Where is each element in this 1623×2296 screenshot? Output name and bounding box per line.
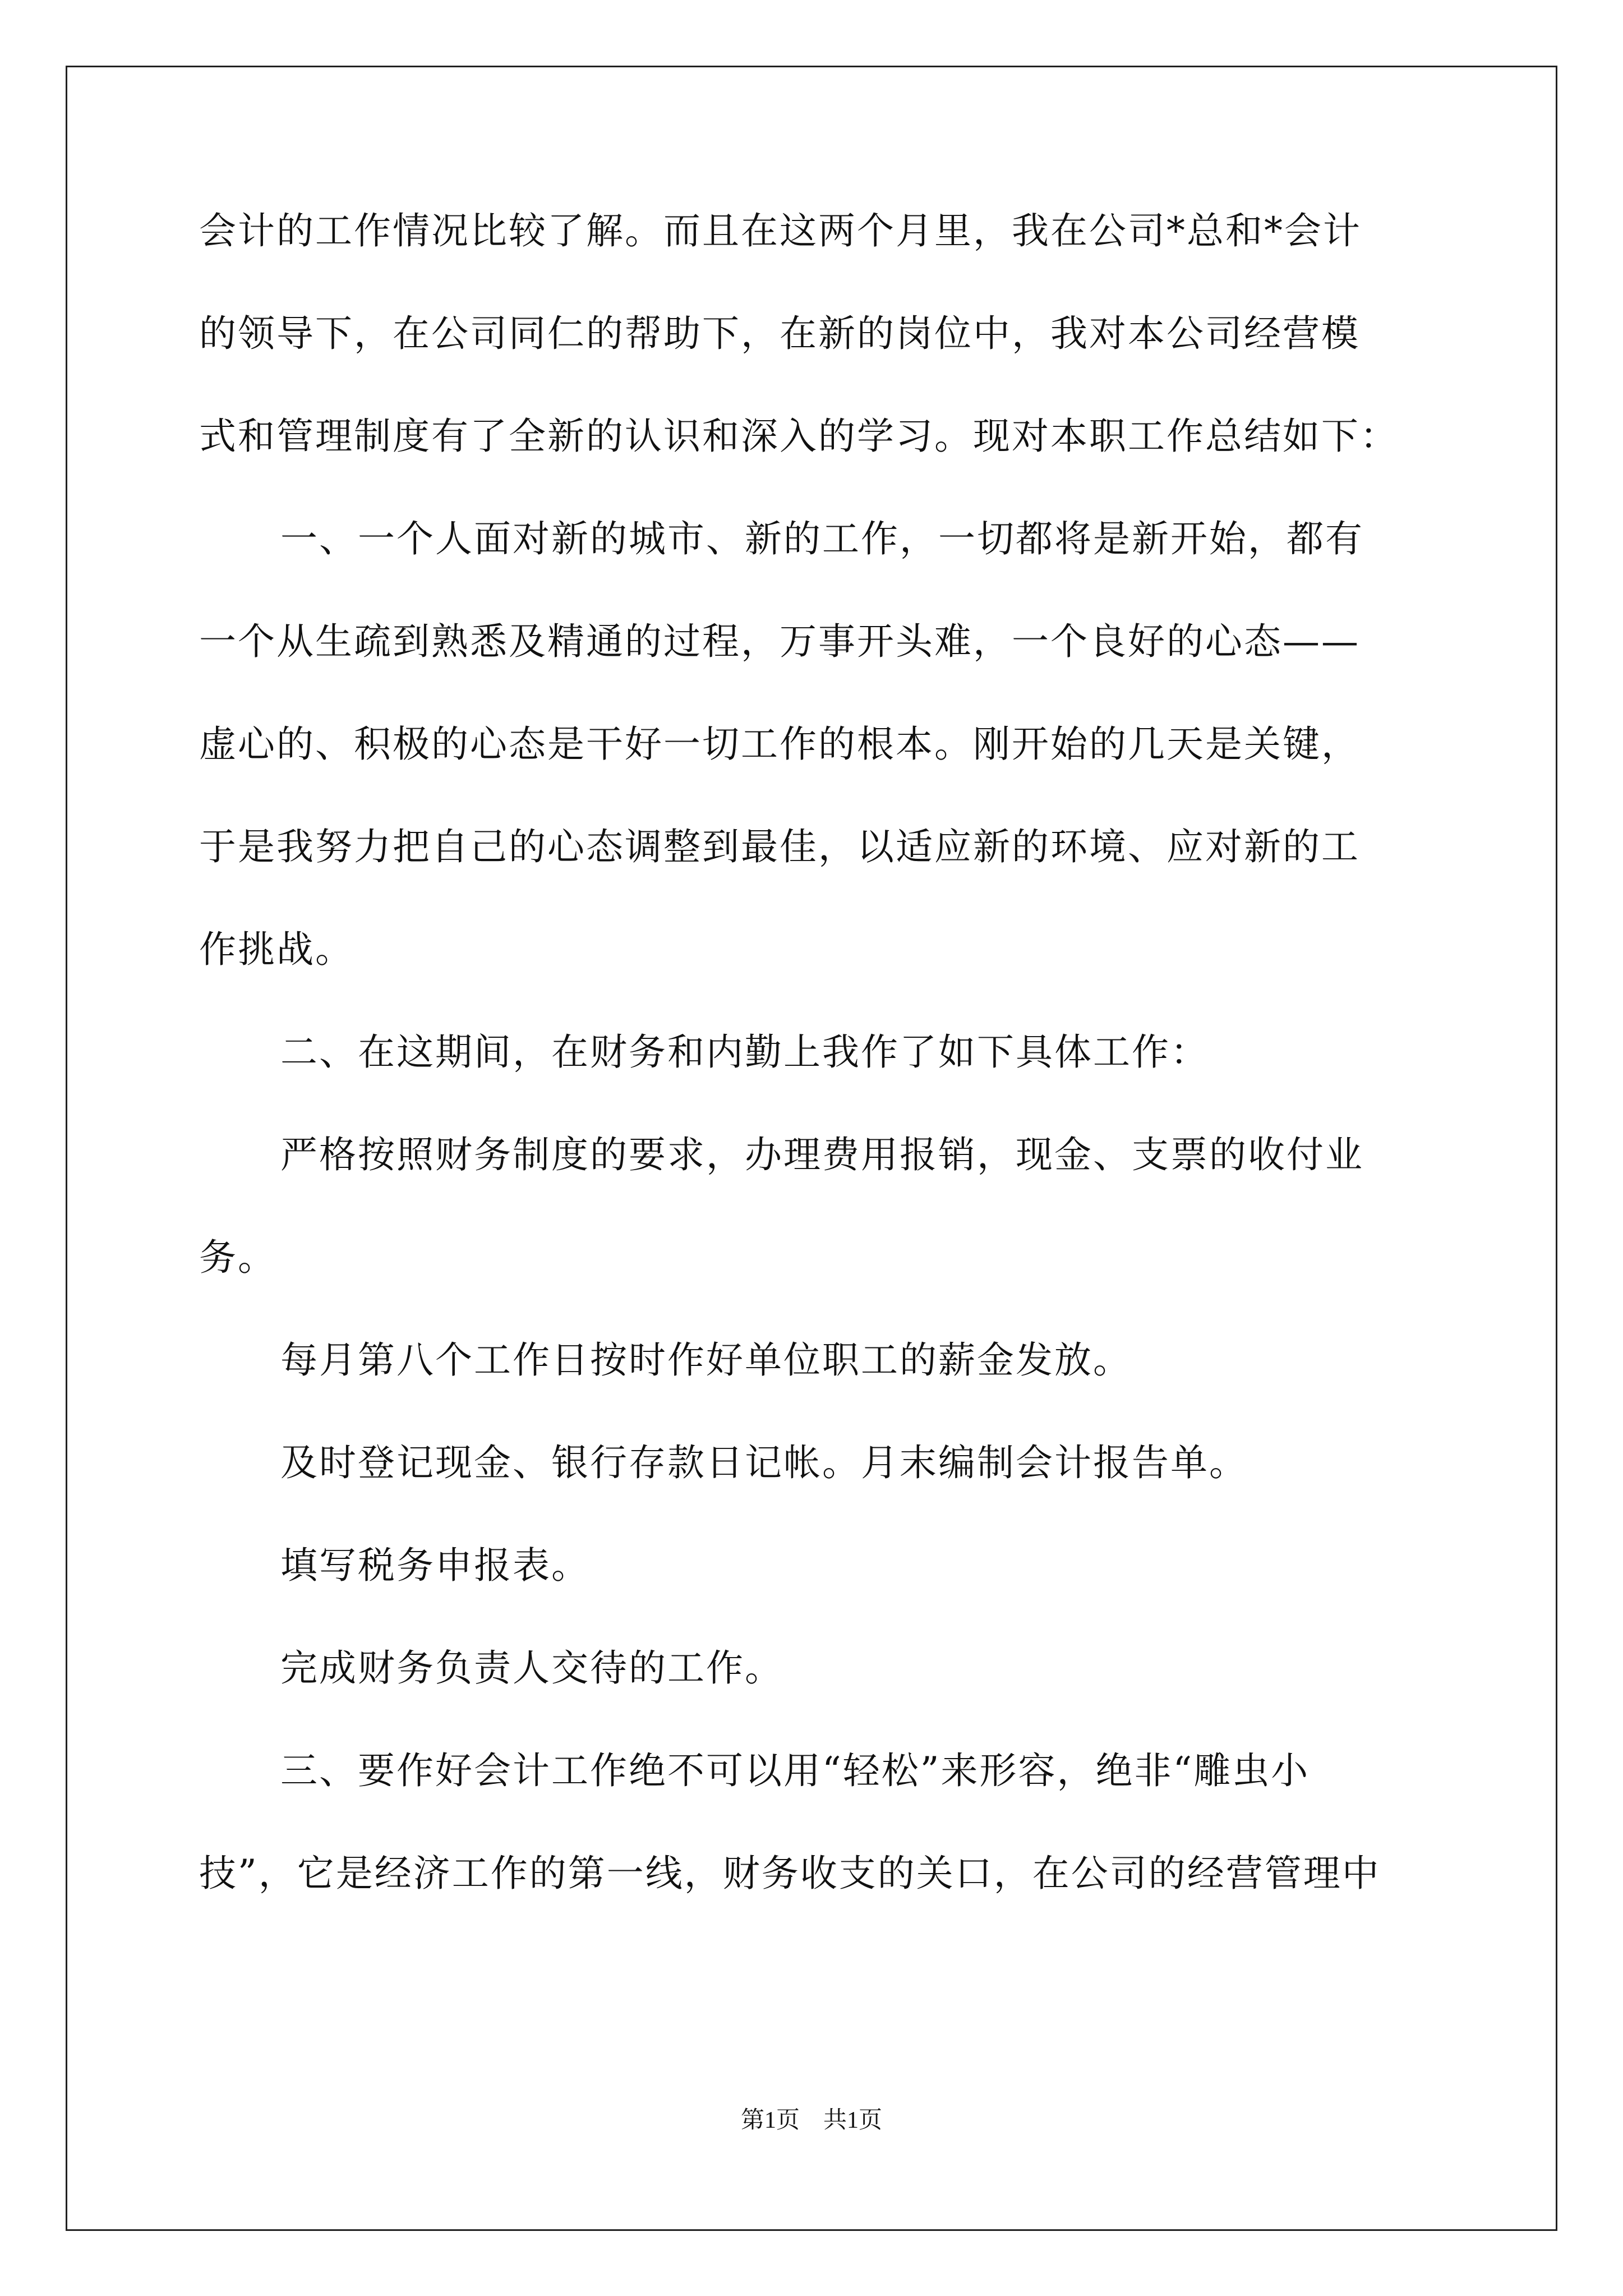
text-line: 于是我努力把自己的心态调整到最佳，以适应新的环境、应对新的工 — [199, 825, 1360, 868]
text-line: 会计的工作情况比较了解。而且在这两个月里，我在公司*总和*会计 — [199, 209, 1362, 252]
text-line: 及时登记现金、银行存款日记帐。月末编制会计报告单。 — [280, 1441, 1248, 1484]
text-line: 虚心的、积极的心态是干好一切工作的根本。刚开始的几天是关键， — [199, 723, 1360, 766]
text-line: 一个从生疏到熟悉及精通的过程，万事开头难，一个良好的心态—— — [199, 620, 1360, 663]
text-line: 三、要作好会计工作绝不可以用“轻松”来形容，绝非“雕虫小 — [280, 1749, 1310, 1792]
page-number-footer: 第1页 共1页 — [740, 2108, 882, 2133]
text-line: 技”，它是经济工作的第一线，财务收支的关口，在公司的经营管理中 — [199, 1852, 1381, 1895]
text-line: 作挑战。 — [199, 928, 354, 971]
text-line: 每月第八个工作日按时作好单位职工的薪金发放。 — [280, 1338, 1132, 1382]
text-line: 完成财务负责人交待的工作。 — [280, 1646, 783, 1690]
text-line: 式和管理制度有了全新的认识和深入的学习。现对本职工作总结如下： — [199, 415, 1399, 458]
text-line: 填写税务申报表。 — [280, 1544, 590, 1587]
text-line: 一、一个人面对新的城市、新的工作，一切都将是新开始，都有 — [280, 517, 1364, 560]
text-line: 二、在这期间，在财务和内勤上我作了如下具体工作： — [280, 1030, 1209, 1074]
text-line: 务。 — [199, 1236, 276, 1279]
text-line: 的领导下，在公司同仁的帮助下，在新的岗位中，我对本公司经营模 — [199, 312, 1360, 355]
text-line: 严格按照财务制度的要求，办理费用报销，现金、支票的收付业 — [280, 1133, 1364, 1176]
